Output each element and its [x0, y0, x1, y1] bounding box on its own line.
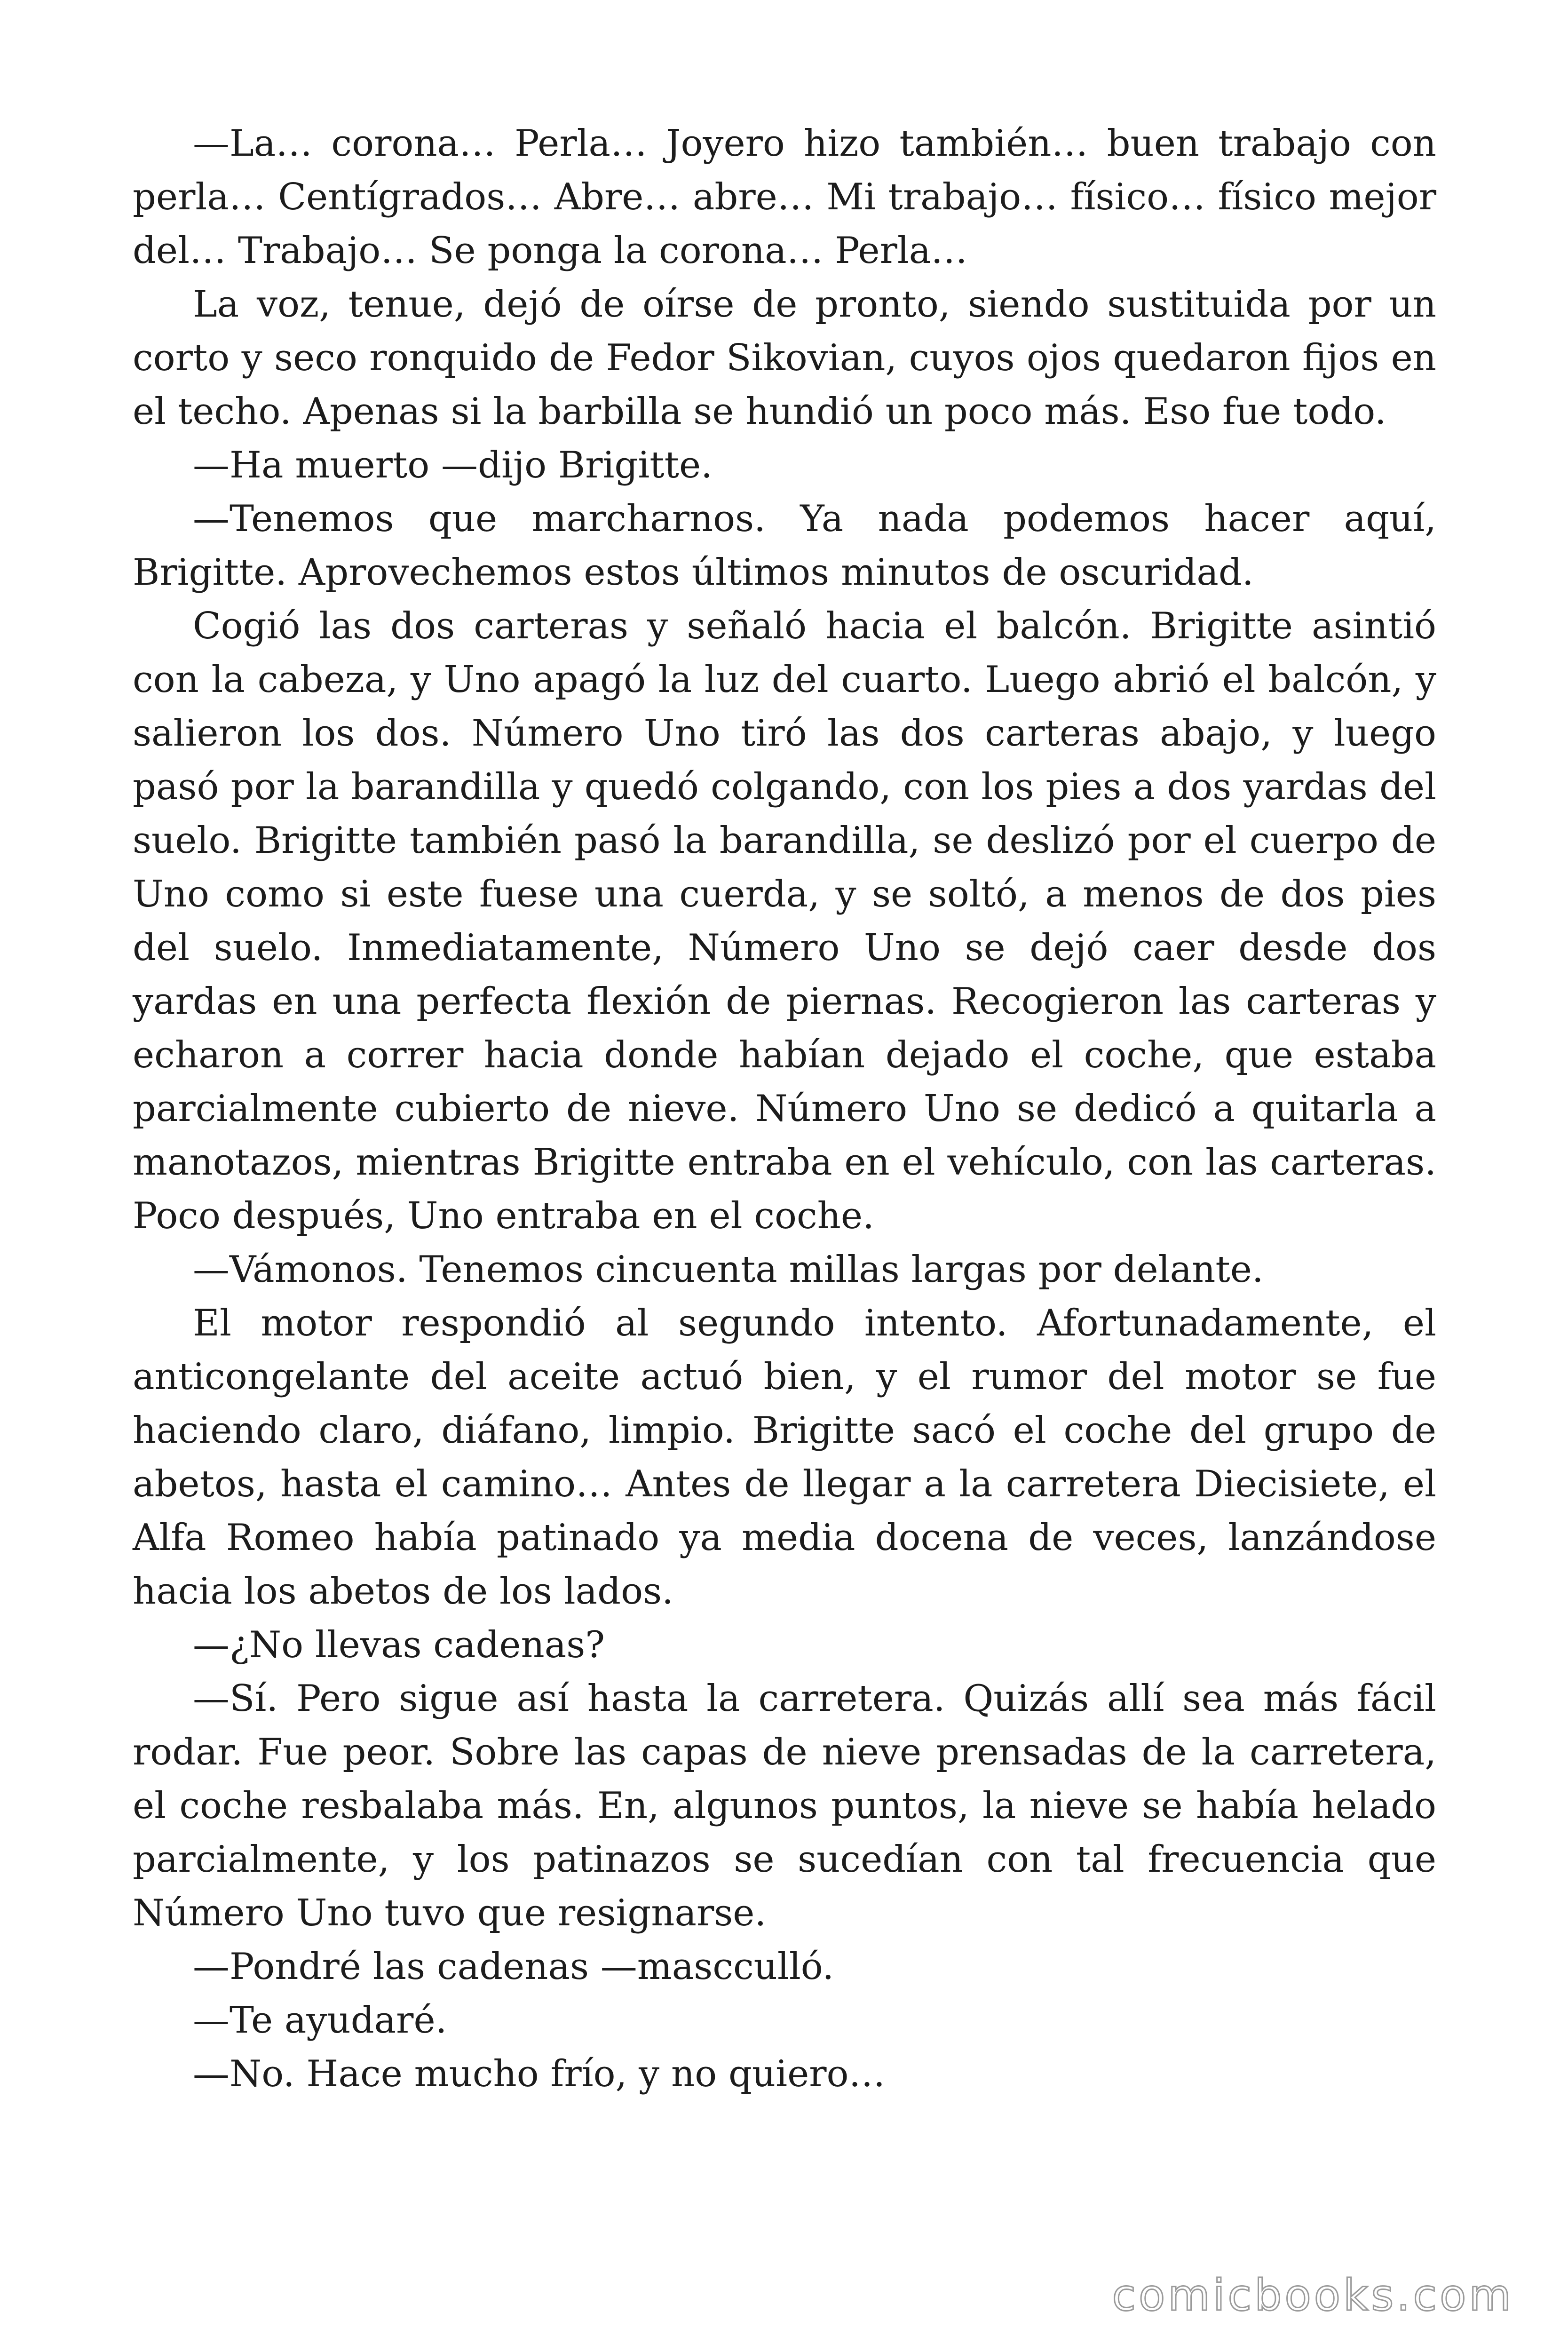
paragraph-11: —Te ayudaré.: [193, 1999, 447, 2042]
paragraph-9: —Sí. Pero sigue así hasta la carretera. Quizás allí sea más fácil rodar. Fue peor. Sobre las capas de nieve prensadas de la carretera, el coche resbalaba más. En, algunos puntos, la nieve se había helado parcialmente, y los patinazos se sucedían con tal frecuencia que Número Uno tuvo que resignarse.: [133, 1677, 1436, 1934]
paragraph-10: —Pondré las cadenas —mascculló.: [193, 1946, 834, 1988]
paragraph-2: La voz, tenue, dejó de oírse de pronto, siendo sustituida por un corto y seco ronquido de Fedor Sikovian, cuyos ojos quedaron fijos en el techo. Apenas si la barbilla se hundió un poco más. Eso fue todo.: [133, 283, 1436, 433]
paragraph-3: —Ha muerto —dijo Brigitte.: [193, 444, 713, 486]
paragraph-1: —La… corona… Perla… Joyero hizo también… buen trabajo con perla… Centígrados… Abre… abre… Mi trabajo… físico… físico mejor del… Trabajo… Se ponga la corona… Perla…: [133, 122, 1436, 272]
paragraph-4: —Tenemos que marcharnos. Ya nada podemos hacer aquí, Brigitte. Aprovechemos estos últimos minutos de oscuridad.: [133, 498, 1436, 594]
paragraph-6: —Vámonos. Tenemos cincuenta millas largas por delante.: [193, 1248, 1264, 1291]
paragraph-7: El motor respondió al segundo intento. Afortunadamente, el anticongelante del aceite actuó bien, y el rumor del motor se fue haciendo claro, diáfano, limpio. Brigitte sacó el coche del grupo de abetos, hasta el camino… Antes de llegar a la carretera Diecisiete, el Alfa Romeo había patinado ya media docena de veces, lanzándose hacia los abetos de los lados.: [133, 1302, 1436, 1613]
body-text: [133, 117, 1436, 2101]
watermark: comicbooks.com: [1112, 2270, 1514, 2320]
paragraph-8: —¿No llevas cadenas?: [193, 1624, 605, 1666]
paragraph-5: Cogió las dos carteras y señaló hacia el balcón. Brigitte asintió con la cabeza, y Uno apagó la luz del cuarto. Luego abrió el balcón, y salieron los dos. Número Uno tiró las dos carteras abajo, y luego pasó por la barandilla y quedó colgando, con los pies a dos yardas del suelo. Brigitte también pasó la barandilla, se deslizó por el cuerpo de Uno como si este fuese una cuerda, y se soltó, a menos de dos pies del suelo. Inmediatamente, Número Uno se dejó caer desde dos yardas en una perfecta flexión de piernas. Recogieron las carteras y echaron a correr hacia donde habían dejado el coche, que estaba parcialmente cubierto de nieve. Número Uno se dedicó a quitarla a manotazos, mientras Brigitte entraba en el vehículo, con las carteras. Poco después, Uno entraba en el coche.: [133, 605, 1436, 1237]
paragraph-12: —No. Hace mucho frío, y no quiero…: [193, 2053, 886, 2095]
